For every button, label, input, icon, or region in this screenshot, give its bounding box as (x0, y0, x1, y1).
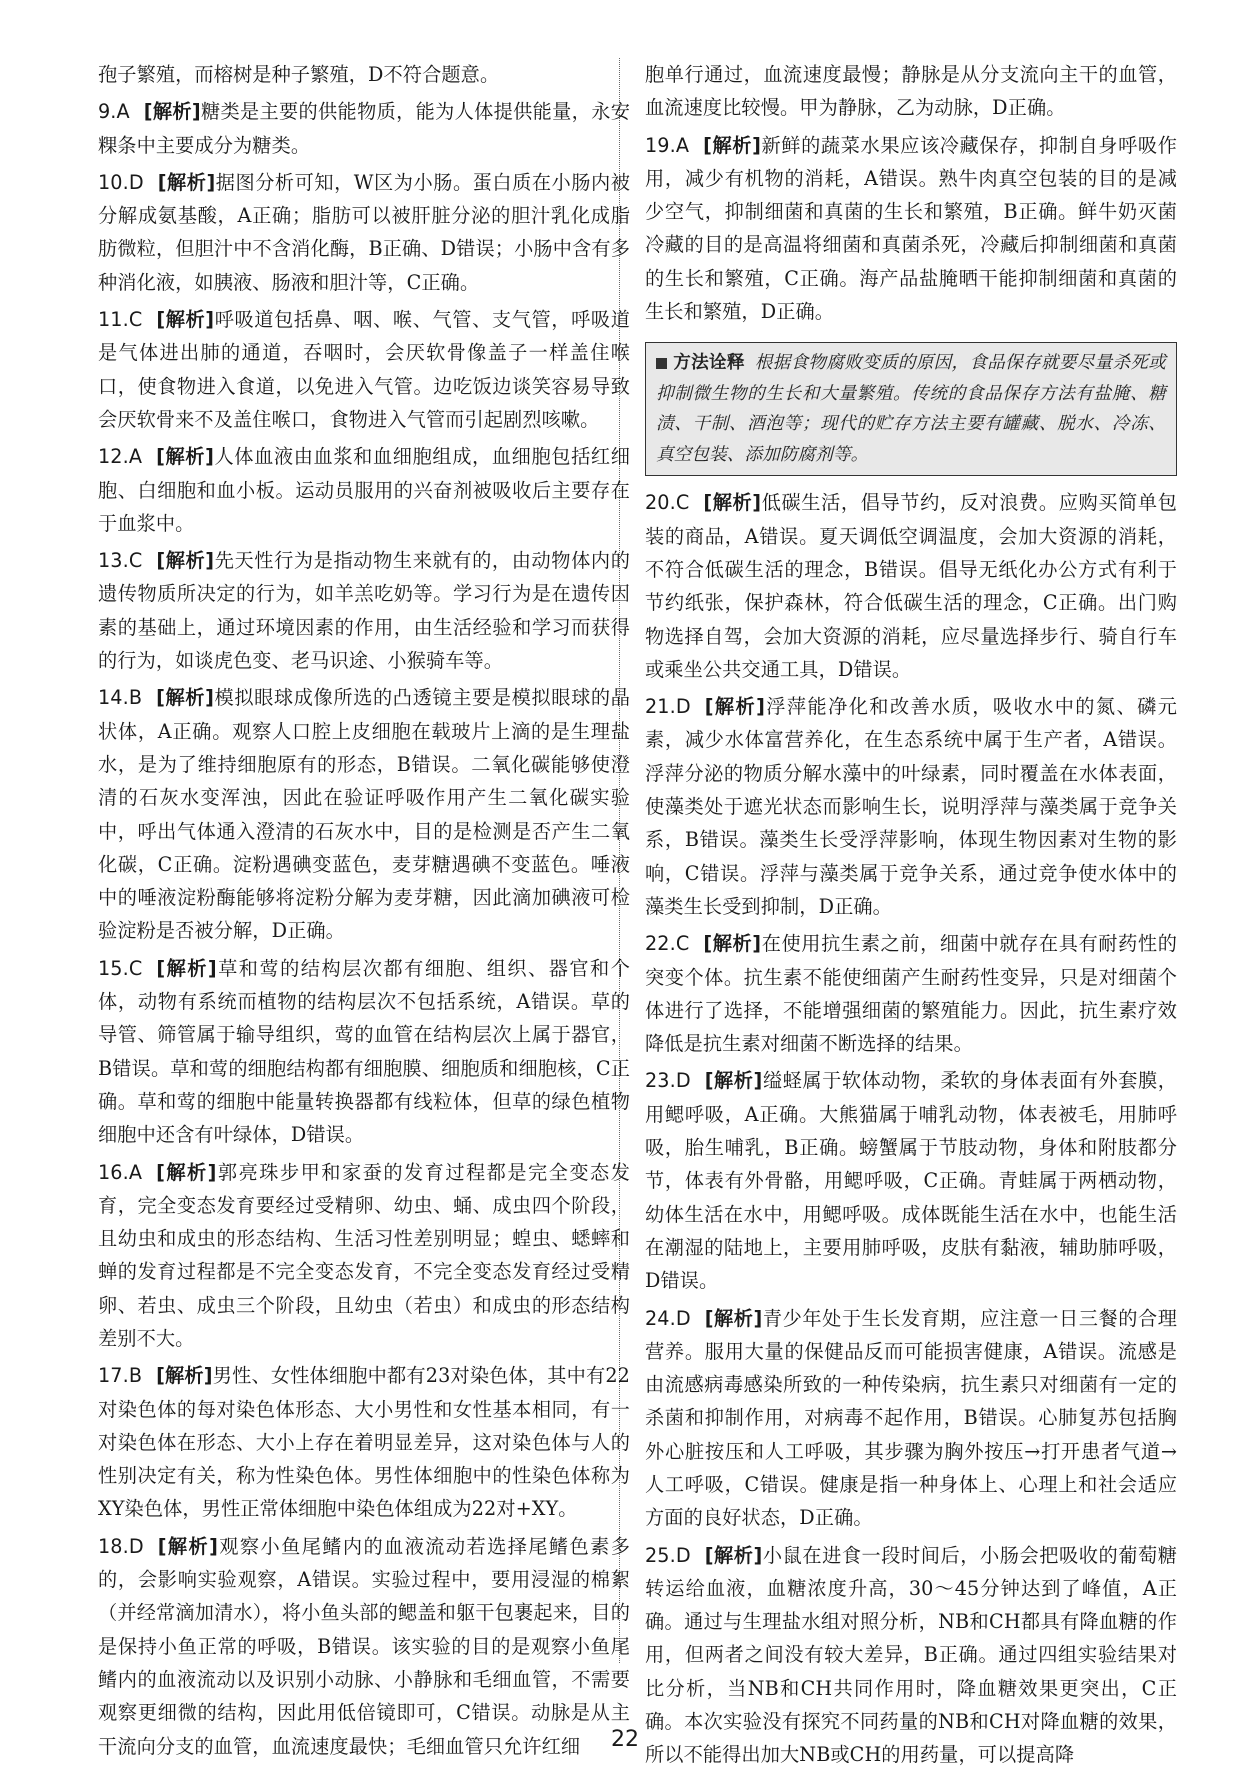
question-number: 25. (645, 1543, 676, 1567)
question-number: 19. (645, 133, 676, 157)
question-number: 18. (98, 1534, 129, 1558)
answer-letter: D (128, 170, 144, 194)
answer-letter: D (675, 1069, 691, 1093)
analysis-tag: [解析] (156, 1364, 213, 1388)
answer-letter: A (128, 445, 143, 469)
question-number: 12. (98, 445, 129, 469)
answer-text: 观察小鱼尾鳍内的血液流动若选择尾鳍色素多的，会影响实验观察，A错误。实验过程中，要用浸湿的棉絮（并经常滴加清水），将小鱼头部的鳃盖和躯干包裹起来，目的是保持小鱼正常的呼吸，B错误。该实验的目的是观察小鱼尾鳍内的血液流动以及识别小动脉、小静脉和毛细血管，不需要观察更细微的结构，因此用低倍镜即可，C错误。动脉是从主干流向分支的血管，血流速度最快；毛细血管只允许红细 (98, 1534, 630, 1758)
answer-letter: D (128, 1534, 144, 1558)
answer-letter: C (128, 956, 143, 980)
answer-letter: C (675, 932, 690, 956)
analysis-tag: [解析] (703, 133, 761, 157)
method-box (645, 342, 1177, 476)
analysis-tag: [解析] (157, 170, 216, 194)
answer-item (98, 95, 630, 162)
square-icon (656, 358, 667, 369)
answer-text: 青少年处于生长发育期，应注意一日三餐的合理营养。服用大量的保健品反而可能损害健康，A错误。流感是由流感病毒感染所致的一种传染病，抗生素只对细菌有一定的杀菌和抑制作用，对病毒不起作用，B错误。心肺复苏包括胸外心脏按压和人工呼吸，其步骤为胸外按压→打开患者气道→人工呼吸，C错误。健康是指一种身体上、心理上和社会适应方面的良好状态，D正确。 (645, 1306, 1177, 1530)
answer-letter: D (675, 1543, 691, 1567)
answer-item (645, 129, 1177, 329)
analysis-tag: [解析] (156, 549, 215, 573)
question-number: 24. (645, 1306, 676, 1330)
question-number: 23. (645, 1069, 676, 1093)
answer-text: 郭亮珠步甲和家蚕的发育过程都是完全变态发育，完全变态发育要经过受精卵、幼虫、蛹、成虫四个阶段，且幼虫和成虫的形态结构、生活习性差别明显；蝗虫、蟋蟀和蝉的发育过程都是不完全变态发育，不完全变态发育经过受精卵、若虫、成虫三个阶段，且幼虫（若虫）和成虫的形态结构差别不大。 (98, 1160, 630, 1350)
answer-letter: A (675, 133, 690, 157)
method-box-text: 根据食物腐败变质的原因，食品保存就要尽量杀死或抑制微生物的生长和大量繁殖。传统的食品保存方法有盐腌、糖渍、干制、酒泡等；现代的贮存方法主要有罐藏、脱水、冷冻、真空包装、添加防腐剂等。 (656, 353, 1166, 465)
answer-text: 低碳生活，倡导节约，反对浪费。应购买简单包装的商品，A错误。夏天调低空调温度，会加大资源的消耗，不符合低碳生活的理念，B错误。倡导无纸化办公方式有利于节约纸张，保护森林，符合低碳生活的理念，C正确。出门购物选择自驾，会加大资源的消耗，应尽量选择步行、骑自行车或乘坐公共交通工具，D错误。 (645, 491, 1177, 681)
left-column (98, 58, 630, 1767)
question-number: 21. (645, 695, 676, 719)
analysis-tag: [解析] (156, 686, 214, 710)
analysis-tag: [解析] (143, 100, 201, 124)
answer-letter: C (128, 549, 143, 573)
answer-item (645, 927, 1177, 1060)
answer-letter: C (128, 308, 143, 332)
answer-letter: A (128, 1160, 143, 1184)
answer-item (98, 544, 630, 677)
answer-letter: D (675, 695, 691, 719)
analysis-tag: [解析] (156, 1160, 217, 1184)
question-number: 22. (645, 932, 676, 956)
answer-text: 小鼠在进食一段时间后，小肠会把吸收的葡萄糖转运给血液，血糖浓度升高，30～45分钟达到了峰值，A正确。通过与生理盐水组对照分析，NB和CH都具有降血糖的作用，但两者之间没有较大差异，B正确。通过四组实验结果对比分析，当NB和CH共同作用时，降血糖效果更突出，C正确。本次实验没有探究不同药量的NB和CH对降血糖的效果，所以不能得出加大NB或CH的用药量，可以提高降 (645, 1543, 1177, 1767)
answer-text: 在使用抗生素之前，细菌中就存在具有耐药性的突变个体。抗生素不能使细菌产生耐药性变异，只是对细菌个体进行了选择，不能增强细菌的繁殖能力。因此，抗生素疗效降低是抗生素对细菌不断选择的结果。 (645, 932, 1177, 1056)
question-number: 10. (98, 170, 129, 194)
method-box-title: 方法诠释 (673, 353, 745, 374)
analysis-tag: [解析] (704, 1069, 763, 1093)
answer-letter: D (675, 1306, 691, 1330)
analysis-tag: [解析] (703, 491, 762, 515)
question-number: 15. (98, 956, 129, 980)
question-number: 16. (98, 1160, 129, 1184)
page-number: 22 (611, 1727, 639, 1752)
question-number: 14. (98, 686, 129, 710)
answer-text: 浮萍能净化和改善水质，吸收水中的氮、磷元素，减少水体富营养化，在生态系统中属于生产者，A错误。浮萍分泌的物质分解水藻中的叶绿素，同时覆盖在水体表面，使藻类处于遮光状态而影响生长，说明浮萍与藻类属于竞争关系，B错误。藻类生长受浮萍影响，体现生物因素对生物的影响，C错误。浮萍与藻类属于竞争关系，通过竞争使水体中的藻类生长受到抑制，D正确。 (645, 695, 1177, 918)
question-number: 20. (645, 491, 676, 515)
answer-letter: C (675, 491, 690, 515)
analysis-tag: [解析] (704, 695, 765, 719)
answer-text: 孢子繁殖，而榕树是种子繁殖，D不符合题意。 (98, 63, 500, 86)
answer-letter: B (128, 686, 143, 710)
answer-letter: B (128, 1364, 143, 1388)
answer-text: 缢蛏属于软体动物，柔软的身体表面有外套膜，用鳃呼吸，A正确。大熊猫属于哺乳动物，体表被毛，用肺呼吸，胎生哺乳，B正确。螃蟹属于节肢动物，身体和附肢都分节，体表有外骨骼，用鳃呼吸，C正确。青蛙属于两栖动物，幼体生活在水中，用鳃呼吸。成体既能生活在水中，也能生活在潮湿的陆地上，主要用肺呼吸，皮肤有黏液，辅助肺呼吸，D错误。 (645, 1069, 1177, 1293)
analysis-tag: [解析] (704, 1543, 763, 1567)
answer-text: 新鲜的蔬菜水果应该冷藏保存，抑制自身呼吸作用，减少有机物的消耗，A错误。熟牛肉真空包装的目的是减少空气，抑制细菌和真菌的生长和繁殖，B正确。鲜牛奶灭菌冷藏的目的是高温将细菌和真菌杀死，冷藏后抑制细菌和真菌的生长和繁殖，C正确。海产品盐腌晒干能抑制细菌和真菌的生长和繁殖，D正确。 (645, 133, 1177, 324)
answer-text: 据图分析可知，W区为小肠。蛋白质在小肠内被分解成氨基酸，A正确；脂肪可以被肝脏分泌的胆汁乳化成脂肪微粒，但胆汁中不含消化酶，B正确、D错误；小肠中含有多种消化液，如胰液、肠液和胆汁等，C正确。 (98, 170, 630, 294)
answer-text: 先天性行为是指动物生来就有的，由动物体内的遗传物质所决定的行为，如羊羔吃奶等。学习行为是在遗传因素的基础上，通过环境因素的作用，由生活经验和学习而获得的行为，如谈虎色变、老马识途、小猴骑车等。 (98, 549, 630, 673)
answer-text: 人体血液由血浆和血细胞组成，血细胞包括红细胞、白细胞和血小板。运动员服用的兴奋剂被吸收后主要存在于血浆中。 (98, 445, 630, 535)
answer-item (98, 166, 630, 299)
analysis-tag: [解析] (157, 1534, 218, 1558)
question-number: 13. (98, 549, 129, 573)
analysis-tag: [解析] (156, 445, 214, 469)
answer-item (98, 952, 630, 1152)
answer-item (98, 1359, 630, 1525)
answer-text: 糖类是主要的供能物质，能为人体提供能量，永安粿条中主要成分为糖类。 (98, 100, 630, 157)
answer-text: 草和莺的结构层次都有细胞、组织、器官和个体，动物有系统而植物的结构层次不包括系统，A错误。草的导管、筛管属于输导组织，莺的血管在结构层次上属于器官，B错误。草和莺的细胞结构都有细胞膜、细胞质和细胞核，C正确。草和莺的细胞中能量转换器都有线粒体，但草的绿色植物细胞中还含有叶绿体，D错误。 (98, 956, 630, 1147)
answer-item (98, 681, 630, 947)
analysis-tag: [解析] (704, 1306, 763, 1330)
answer-item (98, 1156, 630, 1356)
answer-text: 男性、女性体细胞中都有23对染色体，其中有22对染色体的每对染色体形态、大小男性和女性基本相同，有一对染色体在形态、大小上存在着明显差异，这对染色体与人的性别决定有关，称为性染色体。男性体细胞中的性染色体称为XY染色体，男性正常体细胞中染色体组成为22对+XY。 (98, 1364, 630, 1521)
answer-item (98, 58, 630, 91)
answer-text: 模拟眼球成像所选的凸透镜主要是模拟眼球的晶状体，A正确。观察人口腔上皮细胞在载玻片上滴的是生理盐水，是为了维持细胞原有的形态，B错误。二氧化碳能够使澄清的石灰水变浑浊，因此在验证呼吸作用产生二氧化碳实验中，呼出气体通入澄清的石灰水中，目的是检测是否产生二氧化碳，C正确。淀粉遇碘变蓝色，麦芽糖遇碘不变蓝色。唾液中的唾液淀粉酶能够将淀粉分解为麦芽糖，因此滴加碘液可检验淀粉是否被分解，D正确。 (98, 686, 630, 943)
right-column-top (645, 58, 1177, 328)
answer-item (98, 303, 630, 436)
question-number: 11. (98, 308, 129, 332)
analysis-tag: [解析] (703, 932, 762, 956)
answer-item (645, 1302, 1177, 1535)
answer-item (645, 1064, 1177, 1297)
answer-item (645, 58, 1177, 125)
analysis-tag: [解析] (156, 956, 217, 980)
right-column (645, 58, 1177, 1776)
answer-item (645, 486, 1177, 686)
answer-text: 胞单行通过，血流速度最慢；静脉是从分支流向主干的血管，血流速度比较慢。甲为静脉，乙为动脉，D正确。 (645, 63, 1177, 120)
answer-text: 呼吸道包括鼻、咽、喉、气管、支气管，呼吸道是气体进出肺的通道，吞咽时，会厌软骨像盖子一样盖住喉口，使食物进入食道，以免进入气管。边吃饭边谈笑容易导致会厌软骨来不及盖住喉口，食物进入气管而引起剧烈咳嗽。 (98, 308, 630, 431)
analysis-tag: [解析] (156, 308, 215, 332)
right-column-bottom (645, 486, 1177, 1771)
question-number: 9. (98, 100, 117, 124)
answer-item (98, 440, 630, 540)
answer-item (645, 690, 1177, 923)
answer-letter: A (116, 100, 130, 124)
question-number: 17. (98, 1364, 129, 1388)
